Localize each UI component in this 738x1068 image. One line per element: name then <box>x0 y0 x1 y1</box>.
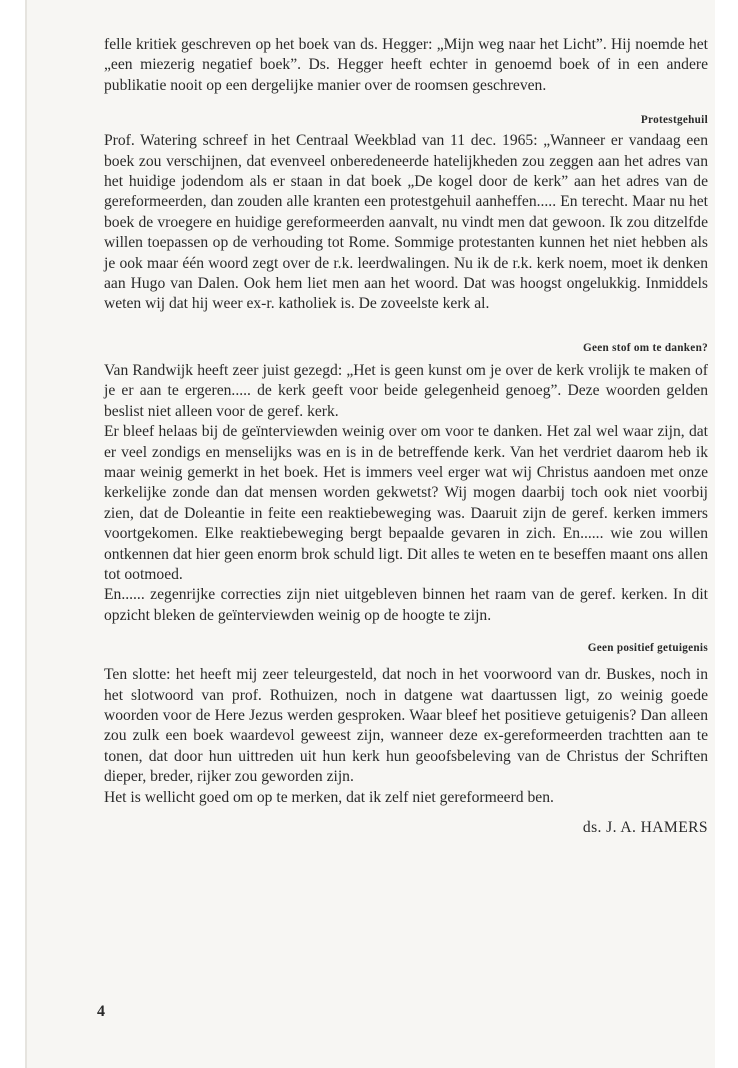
paragraph-randwijk: Van Randwijk heeft zeer juist gezegd: „Het is geen kunst om je over de kerk vrolijk te maken of je er aan te ergeren..... de kerk geeft voor beide gelegenheid genoeg”. Deze woorden gelden beslist niet alleen voor de geref. kerk. <box>104 361 708 420</box>
page-number: 4 <box>97 1003 105 1020</box>
paragraph-geinterviewden: Er bleef helaas bij de geïnterviewden weinig over om voor te danken. Het zal wel waar zijn, dat er veel zondigs en menselijks was en is in de betreffende kerk. Van het verdriet daarom heb ik maar weinig gemerkt in het boek. Het is immers veel erger wat wij Christus aandoen met onze kerkelijke zonde dan dat mensen worden gekwetst? Wij mogen daarbij toch ook niet voorbij zien, dat de Doleantie in feite een reaktiebeweging was. Daaruit zijn de geref. kerken immers voortgekomen. Elke reaktiebeweging bergt bepaalde gevaren in zich. En...... wie zou willen ontkennen dat hier geen enorm brok schuld ligt. Dit alles te weten en te beseffen maant ons allen tot ootmoed. <box>104 423 708 583</box>
article-body <box>104 35 708 838</box>
heading-protestgehuil: Protestgehuil <box>640 114 708 127</box>
page-edge <box>25 0 27 1068</box>
paragraph-correcties: En...... zegenrijke correcties zijn niet uitgebleven binnen het raam van de geref. kerken. In dit opzicht bleken de geïnterviewden weinig op de hoogte te zijn. <box>104 586 708 624</box>
paragraph-protestgehuil: Prof. Watering schreef in het Centraal Weekblad van 11 dec. 1965: „Wanneer er vandaag een boek zou verschijnen, dat evenveel onberedeneerde hatelijkheden zou zeggen aan het adres van het huidige jodendom als er staan in dat boek „De kogel door de kerk” aan het adres van de gereformeerden, dan zouden alle kranten een protestgehuil aanheffen..... En terecht. Maar nu het boek de vroegere en huidige gereformeerden aanvalt, nu vindt men dat gewoon. Ik zou ditzelfde willen toepassen op de verhouding tot Rome. Sommige protestanten kunnen het niet hebben als je ook maar één woord zegt over de r.k. leerdwalingen. Nu ik de r.k. kerk noem, moet ik denken aan Hugo van Dalen. Ook hem liet men aan het woord. Dat was hoogst ongelukkig. Inmiddels weten wij dat hij weer ex-r. katholiek is. De zoveelste kerk al. <box>104 132 708 313</box>
heading-geen-stof: Geen stof om te danken? <box>583 341 708 354</box>
heading-getuigenis: Geen positief getuigenis <box>587 642 708 655</box>
paragraph-intro: felle kritiek geschreven op het boek van ds. Hegger: „Mijn weg naar het Licht”. Hij noemde het „een miezerig negatief boek”. Ds. Hegger heeft echter in genoemd boek of in een andere publikatie nooit op een dergelijke manier over de roomsen geschreven. <box>104 36 708 94</box>
paragraph-niet-gereformeerd: Het is wellicht goed om op te merken, dat ik zelf niet gereformeerd ben. <box>104 788 554 806</box>
paragraph-ten-slotte: Ten slotte: het heeft mij zeer teleurgesteld, dat noch in het voorwoord van dr. Buskes, noch in het slotwoord van prof. Rothuizen, noch in datgene wat daartussen ligt, zo weinig goede woorden voor de Here Jezus werden gesproken. Waar bleef het positieve getuigenis? Dan alleen zou zulk een boek waardevol geweest zijn, wanneer deze ex-gereformeerden trachtten aan te tonen, dat door hun uittreden uit hun kerk hun geoofsbeleving van de Christus der Schriften dieper, breder, rijker zou geworden zijn. <box>104 666 708 786</box>
author-signature: ds. J. A. HAMERS <box>582 819 708 836</box>
